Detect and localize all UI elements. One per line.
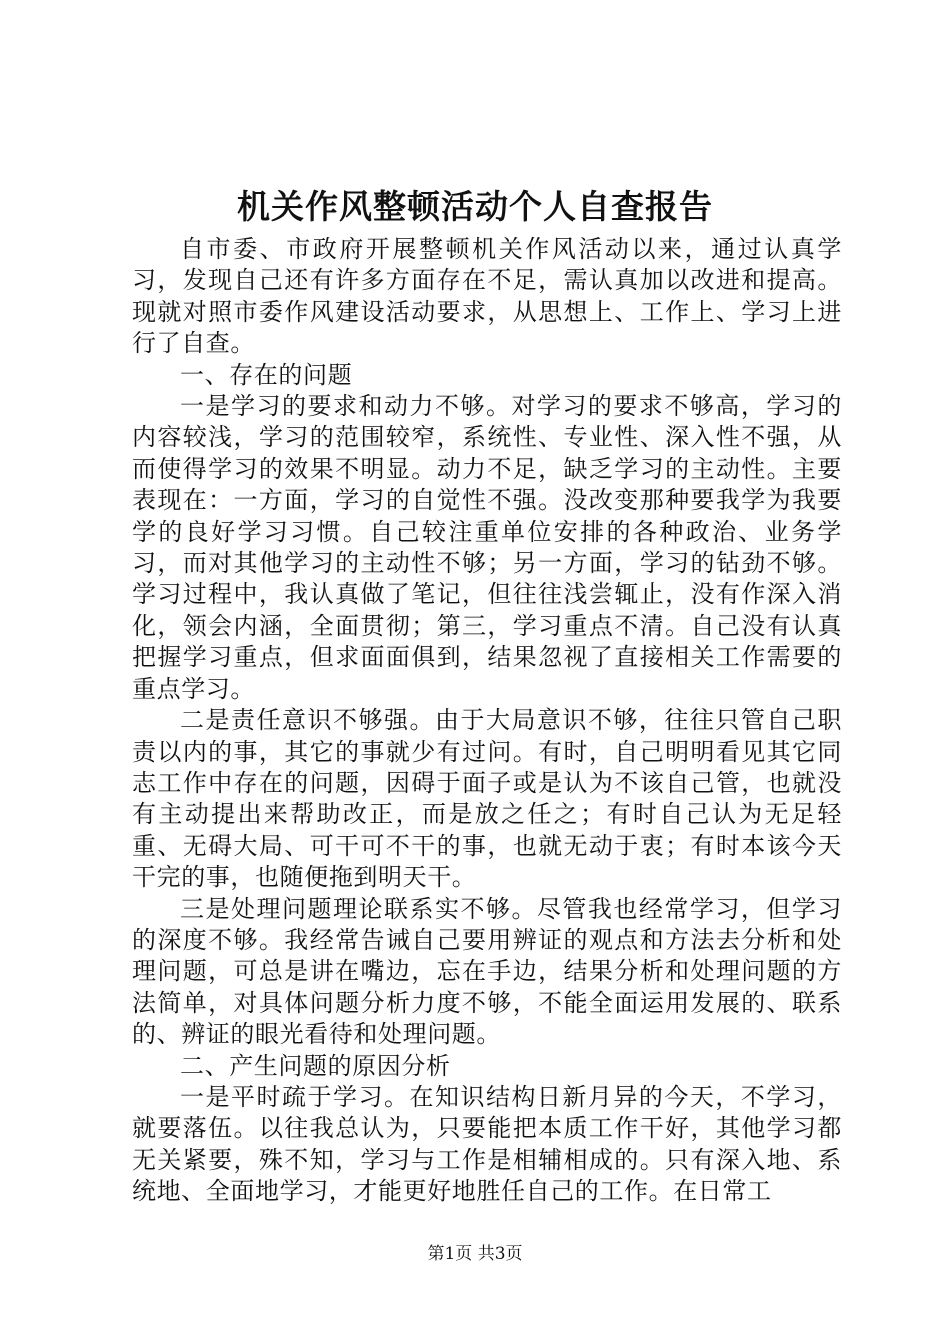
problem-paragraph-2: 二是责任意识不够强。由于大局意识不够，往往只管自己职责以内的事，其它的事就少有过问。有时，自己明明看见其它同志工作中存在的问题，因碍于面子或是认为不该自己管，也就没有主动提出来帮助改正，而是放之任之；有时自己认为无足轻重、无碍大局、可干可不干的事，也就无动于衷；有时本该今天干完的事，也随便拖到明天干。 (132, 706, 842, 892)
intro-paragraph: 自市委、市政府开展整顿机关作风活动以来，通过认真学习，发现自己还有许多方面存在不足，需认真加以改进和提高。现就对照市委作风建设活动要求，从思想上、工作上、学习上进行了自查。 (132, 235, 842, 358)
problem-paragraph-1: 一是学习的要求和动力不够。对学习的要求不够高，学习的内容较浅，学习的范围较窄，系统性、专业性、深入性不强，从而使得学习的效果不明显。动力不足，缺乏学习的主动性。主要表现在：一方面，学习的自觉性不强。没改变那种要我学为我要学的良好学习习惯。自己较注重单位安排的各种政治、业务学习，而对其他学习的主动性不够；另一方面，学习的钻劲不够。学习过程中，我认真做了笔记，但往往浅尝辄止，没有作深入消化，领会内涵，全面贯彻；第三，学习重点不清。自己没有认真把握学习重点，但求面面俱到，结果忽视了直接相关工作需要的重点学习。 (132, 392, 842, 703)
cause-paragraph-1: 一是平时疏于学习。在知识结构日新月异的今天，不学习，就要落伍。以往我总认为，只要能把本质工作干好，其他学习都无关紧要，殊不知，学习与工作是相辅相成的。只有深入地、系统地、全面地学习，才能更好地胜任自己的工作。在日常工 (132, 1082, 842, 1206)
section-heading-problems: 一、存在的问题 (180, 360, 353, 389)
page-footer: 第1页 共3页 (427, 1244, 523, 1264)
problem-paragraph-3: 三是处理问题理论联系实不够。尽管我也经常学习，但学习的深度不够。我经常告诫自己要用辨证的观点和方法去分析和处理问题，可总是讲在嘴边，忘在手边，结果分析和处理问题的方法简单，对具体问题分析力度不够，不能全面运用发展的、联系的、辨证的眼光看待和处理问题。 (132, 894, 842, 1049)
section-heading-causes: 二、产生问题的原因分析 (180, 1051, 451, 1080)
document-title: 机关作风整顿活动个人自查报告 (237, 187, 713, 226)
document-body (132, 234, 842, 1208)
